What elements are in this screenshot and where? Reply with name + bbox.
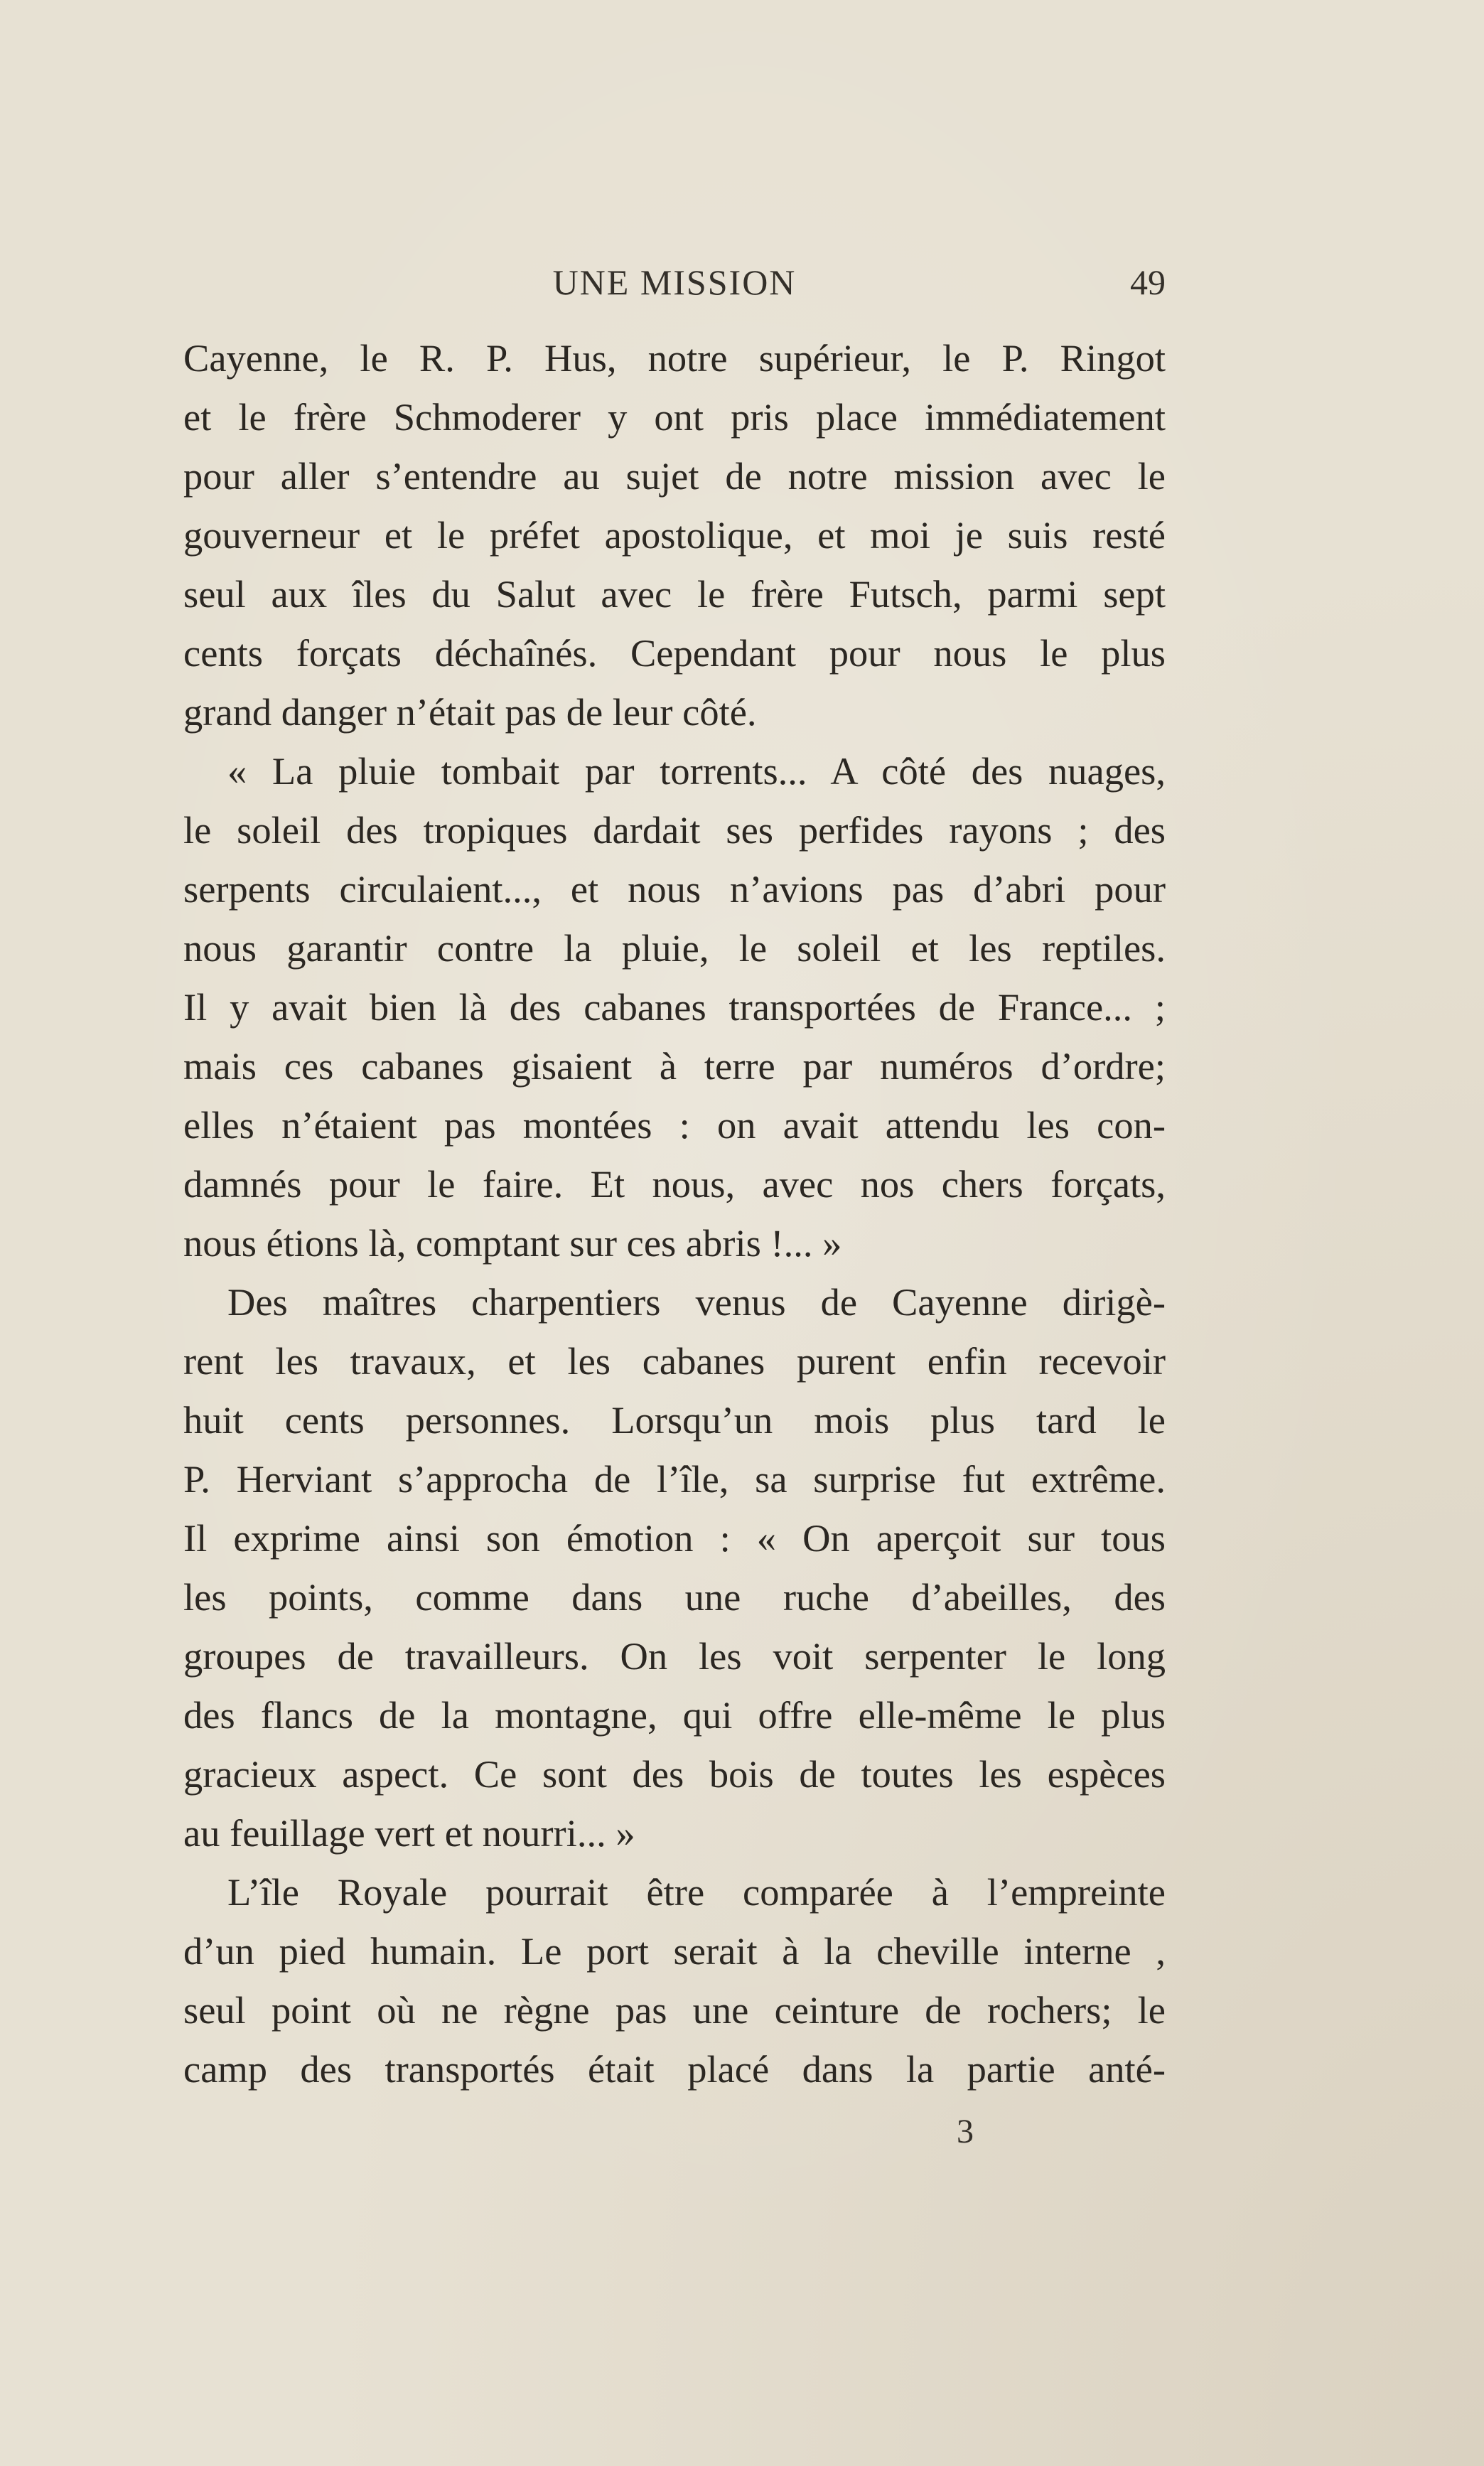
text-line: seul aux îles du Salut avec le frère Futsch, parmi sept [183, 572, 1166, 616]
text-line: gouverneur et le préfet apostolique, et moi je suis resté [183, 513, 1166, 557]
running-head [183, 257, 1166, 307]
text-line: cents forçats déchaînés. Cependant pour nous le plus [183, 631, 1166, 675]
text-line: nous garantir contre la pluie, le soleil et les reptiles. [183, 926, 1166, 970]
text-line: gracieux aspect. Ce sont des bois de toutes les espèces [183, 1752, 1166, 1796]
signature-mark: 3 [957, 2113, 974, 2150]
body-text [183, 328, 1166, 2098]
text-line: damnés pour le faire. Et nous, avec nos chers forçats, [183, 1162, 1166, 1206]
text-line: groupes de travailleurs. On les voit serpenter le long [183, 1634, 1166, 1678]
text-line: « La pluie tombait par torrents... A côté des nuages, [227, 749, 1166, 793]
text-line: d’un pied humain. Le port serait à la cheville interne , [183, 1929, 1166, 1973]
running-title: UNE MISSION [552, 262, 797, 302]
text-line: camp des transportés était placé dans la partie anté- [183, 2047, 1166, 2091]
text-line: des flancs de la montagne, qui offre elle-même le plus [183, 1693, 1166, 1737]
text-line: Il exprime ainsi son émotion : « On aperçoit sur tous [183, 1516, 1166, 1560]
text-line: au feuillage vert et nourri... » [183, 1811, 635, 1855]
text-line: grand danger n’était pas de leur côté. [183, 690, 757, 734]
text-line: et le frère Schmoderer y ont pris place immédiatement [183, 395, 1166, 439]
text-line: Cayenne, le R. P. Hus, notre supérieur, le P. Ringot [183, 336, 1166, 380]
text-line: pour aller s’entendre au sujet de notre mission avec le [183, 454, 1166, 498]
text-line: elles n’étaient pas montées : on avait attendu les con- [183, 1103, 1166, 1147]
text-line: huit cents personnes. Lorsqu’un mois plus tard le [183, 1398, 1166, 1442]
text-line: serpents circulaient..., et nous n’avions pas d’abri pour [183, 867, 1166, 911]
text-line: rent les travaux, et les cabanes purent enfin recevoir [183, 1339, 1166, 1383]
text-line: mais ces cabanes gisaient à terre par numéros d’ordre; [183, 1044, 1166, 1088]
text-line: nous étions là, comptant sur ces abris !... » [183, 1221, 842, 1265]
page-number: 49 [1130, 262, 1166, 302]
text-line: Des maîtres charpentiers venus de Cayenne dirigè- [227, 1280, 1166, 1324]
text-line: seul point où ne règne pas une ceinture de rochers; le [183, 1988, 1166, 2032]
text-line: les points, comme dans une ruche d’abeilles, des [183, 1575, 1166, 1619]
text-line: L’île Royale pourrait être comparée à l’empreinte [227, 1870, 1166, 1914]
text-line: le soleil des tropiques dardait ses perfides rayons ; des [183, 808, 1166, 852]
text-line: P. Herviant s’approcha de l’île, sa surprise fut extrême. [183, 1457, 1166, 1501]
text-line: Il y avait bien là des cabanes transportées de France... ; [183, 985, 1166, 1029]
